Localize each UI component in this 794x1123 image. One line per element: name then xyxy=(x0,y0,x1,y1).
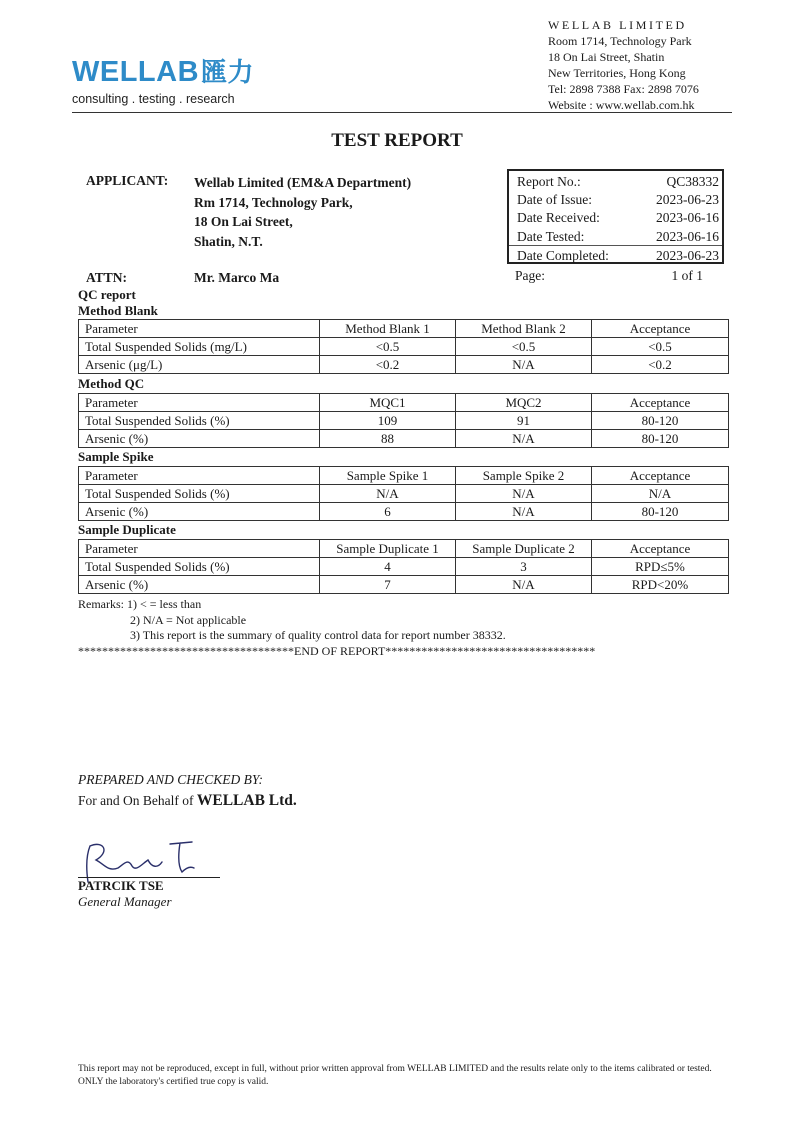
table-cell: <0.2 xyxy=(320,356,456,374)
table-cell: <0.2 xyxy=(592,356,729,374)
table-header-row xyxy=(79,320,729,338)
address-line: Website : www.wellab.com.hk xyxy=(548,98,695,112)
table-cell: RPD<20% xyxy=(592,576,729,594)
table-cell: 3 xyxy=(456,558,592,576)
on-behalf-prefix: For and On Behalf of xyxy=(78,793,194,808)
applicant-details xyxy=(194,173,411,251)
date-tested-label: Date Tested: xyxy=(517,229,585,244)
table-header-cell: Acceptance xyxy=(592,394,729,412)
table-header-cell: Parameter xyxy=(79,467,320,485)
company-name: WELLAB LIMITED xyxy=(548,18,687,32)
signatory-name: PATRCIK TSE xyxy=(78,878,164,893)
report-number-value: QC38332 xyxy=(666,174,719,189)
method-blank-table xyxy=(78,319,729,374)
date-tested-row xyxy=(517,227,719,246)
table-cell: Arsenic (%) xyxy=(79,576,320,594)
on-behalf-company: WELLAB Ltd. xyxy=(196,792,297,809)
table-header-row xyxy=(79,540,729,558)
table-cell: Total Suspended Solids (%) xyxy=(79,558,320,576)
date-of-issue-row xyxy=(517,190,719,209)
logo-chinese-text: 匯力 xyxy=(201,57,255,87)
sample-spike-table xyxy=(78,466,729,521)
table-header-cell: Acceptance xyxy=(592,320,729,338)
table-cell: N/A xyxy=(456,576,592,594)
date-of-issue-label: Date of Issue: xyxy=(517,192,592,207)
table-row xyxy=(79,558,729,576)
table-header-cell: Sample Spike 1 xyxy=(320,467,456,485)
logo-tagline: consulting . testing . research xyxy=(72,92,235,106)
applicant-line: 18 On Lai Street, xyxy=(194,214,293,229)
table-row xyxy=(79,412,729,430)
table-cell: Total Suspended Solids (mg/L) xyxy=(79,338,320,356)
address-line: Tel: 2898 7388 Fax: 2898 7076 xyxy=(548,82,699,96)
table-cell: 88 xyxy=(320,430,456,448)
applicant-line: Rm 1714, Technology Park, xyxy=(194,194,353,210)
table-cell: N/A xyxy=(456,503,592,521)
table-cell: RPD≤5% xyxy=(592,558,729,576)
method-qc-table xyxy=(78,393,729,448)
footer-disclaimer: This report may not be reproduced, except in full, without prior written approval from WELLAB LIMITED and the results relate only to the items calibrated or tested. ONLY the laboratory's certified true copy is valid. xyxy=(78,1064,712,1087)
sample-duplicate-table xyxy=(78,539,729,594)
table-cell: N/A xyxy=(456,485,592,503)
table-header-cell: Acceptance xyxy=(592,540,729,558)
table-cell: 80-120 xyxy=(592,503,729,521)
date-received-row xyxy=(517,208,719,227)
table-cell: N/A xyxy=(592,485,729,503)
table-cell: N/A xyxy=(456,356,592,374)
table-cell: Arsenic (μg/L) xyxy=(79,356,320,374)
table-header-cell: Method Blank 2 xyxy=(456,320,592,338)
page-value: 1 of 1 xyxy=(671,268,703,283)
report-number-row xyxy=(517,172,719,191)
company-address-block xyxy=(548,17,699,113)
table-header-cell: Parameter xyxy=(79,540,320,558)
signatory-title: General Manager xyxy=(78,894,172,909)
end-of-report-line: ************************************END OF REPORT*********************************** xyxy=(78,644,596,658)
table-cell: 7 xyxy=(320,576,456,594)
section-title-sample-duplicate: Sample Duplicate xyxy=(78,522,176,537)
date-completed-label: Date Completed: xyxy=(517,248,609,263)
address-line: New Territories, Hong Kong xyxy=(548,66,686,80)
applicant-line: Wellab Limited (EM&A Department) xyxy=(194,175,412,190)
table-cell: 80-120 xyxy=(592,412,729,430)
table-header-cell: Parameter xyxy=(79,394,320,412)
address-line: 18 On Lai Street, Shatin xyxy=(548,50,665,64)
table-cell: 6 xyxy=(320,503,456,521)
section-title-method-blank: Method Blank xyxy=(78,303,158,318)
remarks-block xyxy=(78,597,506,644)
section-title-method-qc: Method QC xyxy=(78,376,145,391)
company-logo xyxy=(72,58,254,87)
table-cell: 109 xyxy=(320,412,456,430)
on-behalf-line xyxy=(78,792,297,810)
table-header-cell: Acceptance xyxy=(592,467,729,485)
table-row xyxy=(79,338,729,356)
table-row xyxy=(79,356,729,374)
table-header-cell: Sample Duplicate 2 xyxy=(456,540,592,558)
table-row xyxy=(79,503,729,521)
date-received-label: Date Received: xyxy=(517,210,600,225)
table-cell: Arsenic (%) xyxy=(79,430,320,448)
date-tested-value: 2023-06-16 xyxy=(656,229,719,244)
table-header-cell: Method Blank 1 xyxy=(320,320,456,338)
table-header-row xyxy=(79,394,729,412)
applicant-line: Shatin, N.T. xyxy=(194,233,263,249)
table-cell: Arsenic (%) xyxy=(79,503,320,521)
attn-label: ATTN: xyxy=(86,270,128,285)
table-cell: Total Suspended Solids (%) xyxy=(79,485,320,503)
page-label: Page: xyxy=(515,268,545,283)
table-row xyxy=(79,430,729,448)
page-row xyxy=(515,268,717,287)
table-header-cell: Sample Duplicate 1 xyxy=(320,540,456,558)
report-title: TEST REPORT xyxy=(331,130,463,151)
address-line: Room 1714, Technology Park xyxy=(548,34,692,48)
table-cell: 4 xyxy=(320,558,456,576)
table-cell: <0.5 xyxy=(592,338,729,356)
report-number-label: Report No.: xyxy=(517,174,581,189)
remarks-label: Remarks: xyxy=(78,597,124,611)
table-header-row xyxy=(79,467,729,485)
applicant-label: APPLICANT: xyxy=(86,173,169,188)
table-header-cell: Sample Spike 2 xyxy=(456,467,592,485)
remark-item: 3) This report is the summary of quality control data for report number 38332. xyxy=(130,628,506,642)
table-cell: Total Suspended Solids (%) xyxy=(79,412,320,430)
date-completed-value: 2023-06-23 xyxy=(656,248,719,263)
table-row xyxy=(79,485,729,503)
table-cell: <0.5 xyxy=(456,338,592,356)
section-title-sample-spike: Sample Spike xyxy=(78,449,154,464)
logo-text: WELLAB xyxy=(72,56,200,88)
table-header-cell: Parameter xyxy=(79,320,320,338)
remark-item: 1) < = less than xyxy=(127,597,202,611)
table-cell: N/A xyxy=(456,430,592,448)
report-info-box xyxy=(507,169,724,264)
table-header-cell: MQC2 xyxy=(456,394,592,412)
table-row xyxy=(79,576,729,594)
date-of-issue-value: 2023-06-23 xyxy=(656,192,719,207)
prepared-by-heading: PREPARED AND CHECKED BY: xyxy=(78,772,263,787)
table-cell: N/A xyxy=(320,485,456,503)
attn-value: Mr. Marco Ma xyxy=(194,270,280,285)
table-cell: 80-120 xyxy=(592,430,729,448)
table-header-cell: MQC1 xyxy=(320,394,456,412)
remark-item: 2) N/A = Not applicable xyxy=(130,612,247,627)
date-completed-row xyxy=(517,246,719,265)
qc-report-label: QC report xyxy=(78,287,136,302)
date-received-value: 2023-06-16 xyxy=(656,210,719,225)
table-cell: 91 xyxy=(456,412,592,430)
table-cell: <0.5 xyxy=(320,338,456,356)
